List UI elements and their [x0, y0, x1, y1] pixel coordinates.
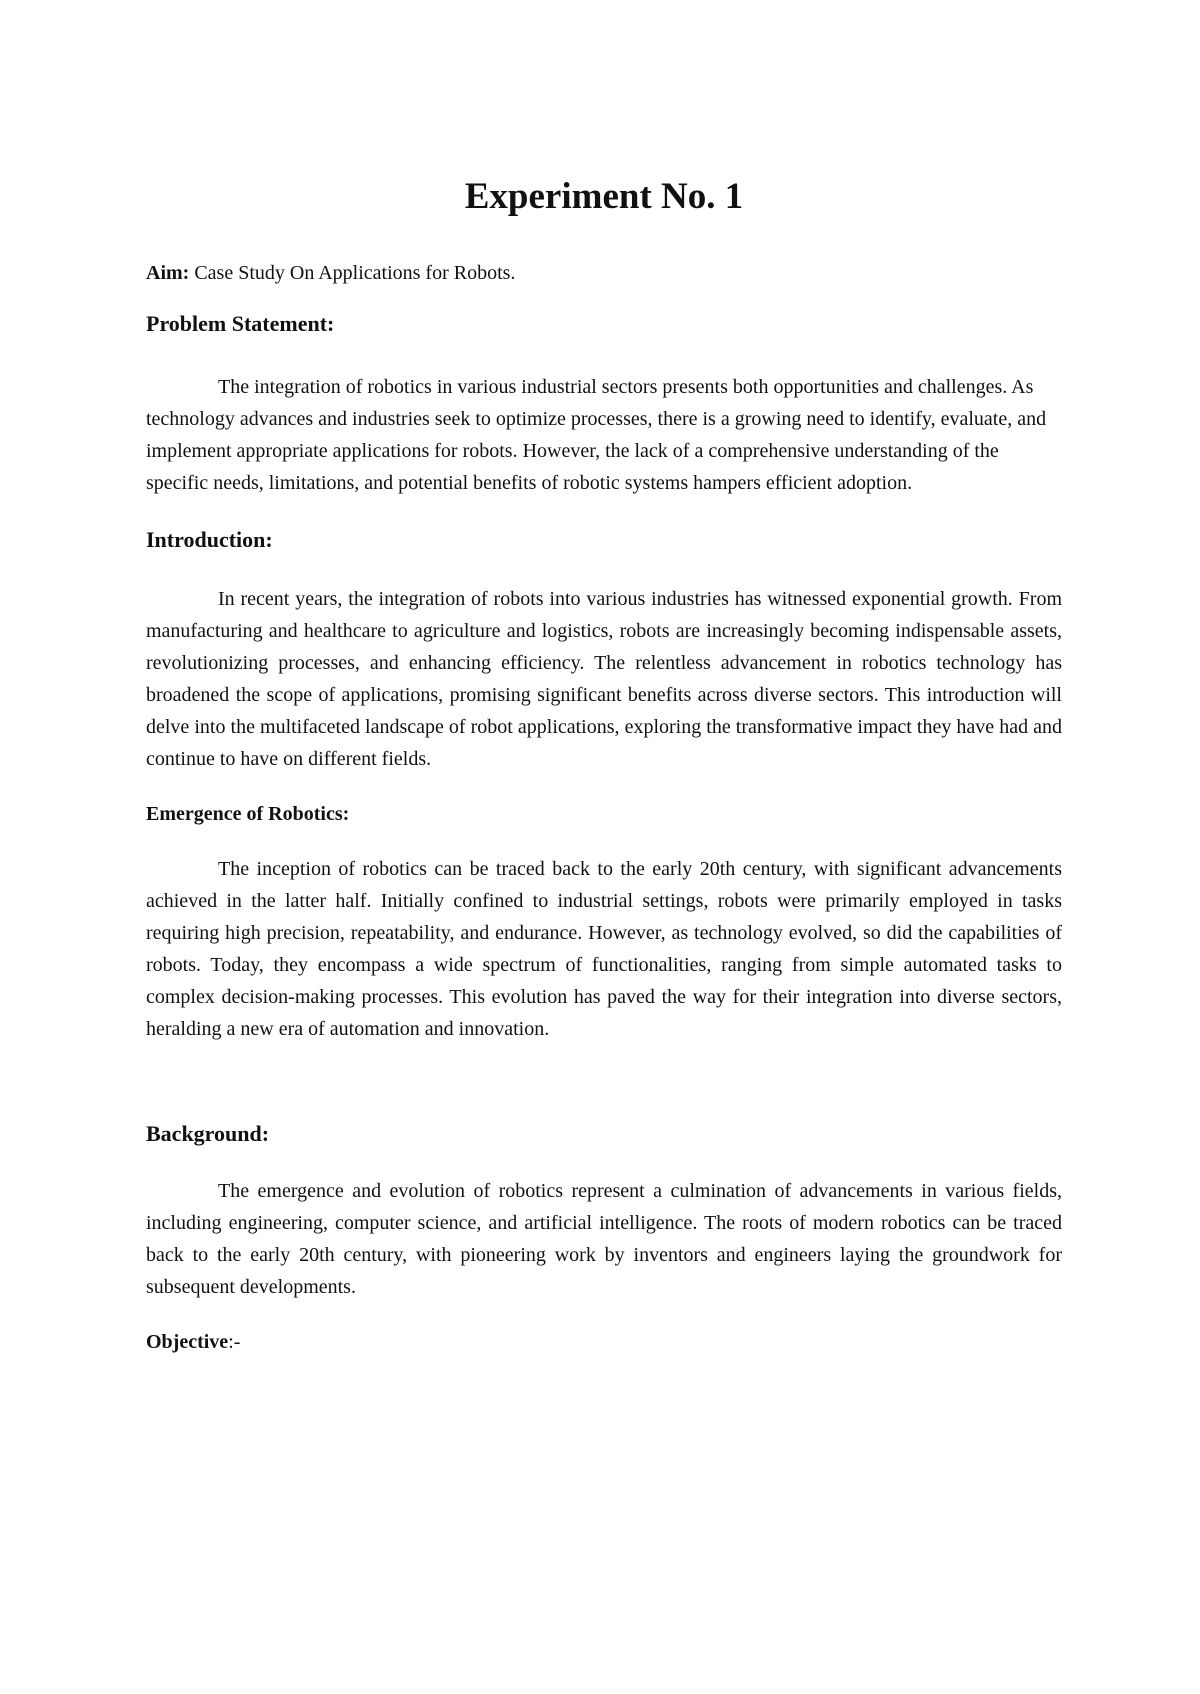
introduction-body: In recent years, the integration of robots into various industries has witnessed exponential growth. From manufacturing and healthcare to agriculture and logistics, robots are increasingly becoming indispensable assets, revolutionizing processes, and enhancing efficiency. The relentless advancement in robotics technology has broadened the scope of applications, promising significant benefits across diverse sectors. This introduction will delve into the multifaceted landscape of robot applications, exploring the transformative impact they have had and continue to have on different fields. — [146, 588, 1062, 770]
emergence-body: The inception of robotics can be traced back to the early 20th century, with significant advancements achieved in the latter half. Initially confined to industrial settings, robots were primarily employed in tasks requiring high precision, repeatability, and endurance. However, as technology evolved, so did the capabilities of robots. Today, they encompass a wide spectrum of functionalities, ranging from simple automated tasks to complex decision-making processes. This evolution has paved the way for their integration into diverse sectors, heralding a new era of automation and innovation. — [146, 858, 1062, 1040]
document-content — [146, 168, 1062, 1357]
objective-suffix: :- — [228, 1331, 241, 1353]
page-title: Experiment No. 1 — [464, 176, 744, 217]
problem-statement-heading: Problem Statement: — [146, 311, 335, 336]
problem-statement-body: The integration of robotics in various industrial sectors presents both opportunities and challenges. As technology advances and industries seek to optimize processes, there is a growing need to identify, evaluate, and implement appropriate applications for robots. However, the lack of a comprehensive understanding of the specific needs, limitations, and potential benefits of robotic systems hampers efficient adoption. — [146, 376, 1047, 494]
aim-line — [146, 258, 1062, 289]
aim-text: Case Study On Applications for Robots. — [189, 262, 516, 284]
background-heading: Background: — [146, 1121, 270, 1146]
introduction-heading: Introduction: — [146, 527, 273, 552]
objective-heading — [146, 1327, 1062, 1357]
objective-label: Objective — [146, 1331, 229, 1353]
emergence-heading: Emergence of Robotics: — [146, 803, 350, 825]
aim-label: Aim: — [146, 262, 190, 284]
background-body: The emergence and evolution of robotics represent a culmination of advancements in various fields, including engineering, computer science, and artificial intelligence. The roots of modern robotics can be traced back to the early 20th century, with pioneering work by inventors and engineers laying the groundwork for subsequent developments. — [146, 1180, 1062, 1298]
